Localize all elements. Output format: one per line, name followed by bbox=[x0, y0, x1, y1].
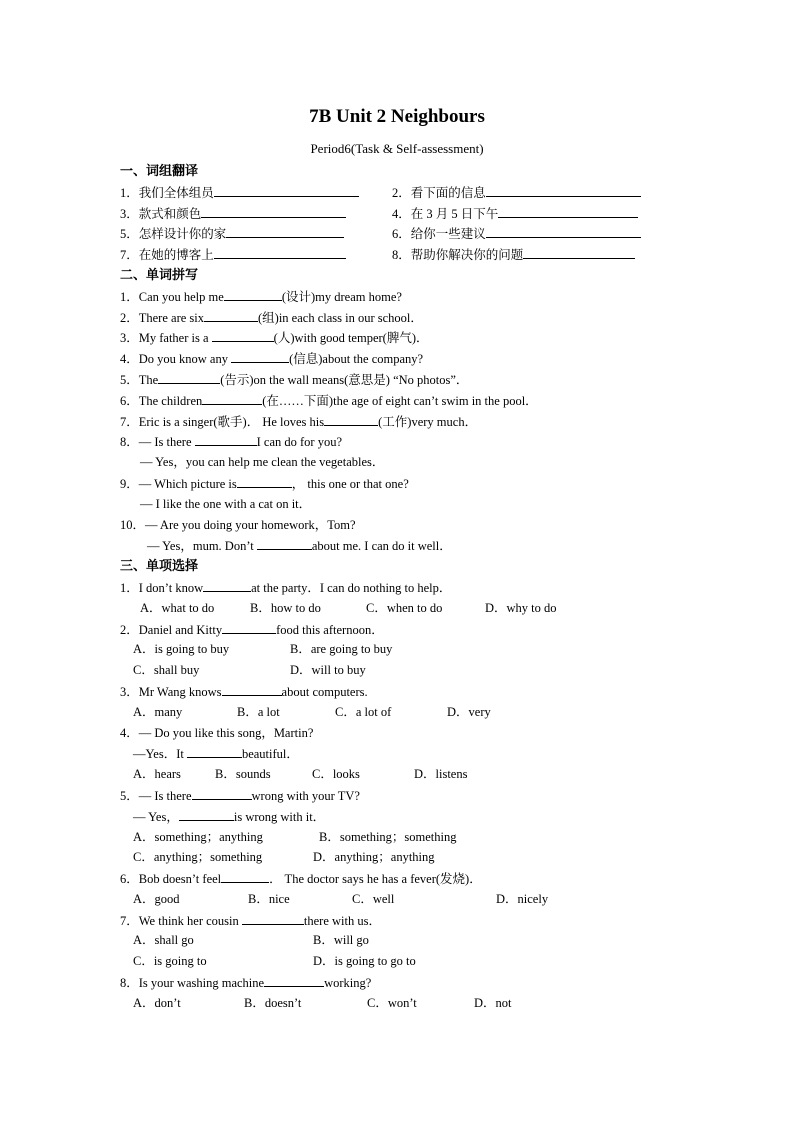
answer-blank[interactable] bbox=[212, 327, 274, 342]
option-d[interactable]: D．nicely bbox=[496, 891, 549, 906]
question-text: 7．Eric is a singer(歌手)． He loves his bbox=[120, 414, 325, 429]
choice-question bbox=[120, 910, 680, 931]
question-text: 1．Can you help me bbox=[120, 289, 224, 304]
spelling-question bbox=[120, 473, 680, 494]
phrase-item: 8．帮助你解决你的问题 bbox=[392, 248, 524, 263]
choice-question bbox=[120, 577, 680, 598]
phrase-item: 7．在她的博客上 bbox=[120, 248, 214, 263]
page-subtitle: Period6(Task & Self-assessment) bbox=[310, 141, 484, 156]
question-text: working? bbox=[324, 976, 372, 991]
phrase-item: 1．我们全体组员 bbox=[120, 185, 214, 200]
option-c[interactable]: C．is going to bbox=[133, 954, 207, 969]
answer-blank[interactable] bbox=[486, 182, 641, 197]
option-b[interactable]: B．something；something bbox=[319, 829, 457, 844]
question-text: 9．— Which picture is bbox=[120, 476, 237, 491]
spelling-question bbox=[120, 307, 680, 328]
question-text: 1．I don’t know bbox=[120, 580, 204, 595]
option-b[interactable]: B．sounds bbox=[215, 767, 271, 782]
option-a[interactable]: A．good bbox=[133, 891, 180, 906]
option-d[interactable]: D．why to do bbox=[485, 600, 557, 615]
answer-blank[interactable] bbox=[204, 307, 258, 322]
phrase-item: 6．给你一些建议 bbox=[392, 227, 486, 242]
choice-options bbox=[120, 639, 680, 660]
answer-blank[interactable] bbox=[264, 972, 324, 987]
option-a[interactable]: A．shall go bbox=[133, 933, 194, 948]
question-text: there with us． bbox=[303, 913, 381, 928]
phrase-item: 4．在 3 月 5 日下午 bbox=[392, 206, 499, 221]
option-b[interactable]: B．will go bbox=[313, 933, 369, 948]
section-1-heading: 一、词组翻译 bbox=[120, 163, 199, 178]
spelling-question bbox=[120, 411, 680, 432]
choice-options bbox=[120, 827, 680, 848]
answer-blank[interactable] bbox=[214, 244, 346, 259]
question-text: (人)with good temper(脾气)． bbox=[273, 331, 429, 346]
choice-options bbox=[120, 764, 680, 785]
page-title: 7B Unit 2 Neighbours bbox=[309, 106, 485, 127]
phrase-item: 2．看下面的信息 bbox=[392, 185, 486, 200]
answer-blank[interactable] bbox=[201, 203, 346, 218]
choice-options bbox=[120, 951, 680, 972]
choice-options bbox=[120, 660, 680, 681]
answer-blank[interactable] bbox=[221, 868, 269, 883]
question-text: (工作)very much． bbox=[378, 414, 478, 429]
option-a[interactable]: A．is going to buy bbox=[133, 642, 230, 657]
option-a[interactable]: A．what to do bbox=[140, 600, 215, 615]
question-text: — Yes，mum. Don’t bbox=[147, 539, 257, 554]
answer-blank[interactable] bbox=[324, 411, 378, 426]
choice-options bbox=[120, 993, 680, 1014]
answer-blank[interactable] bbox=[226, 223, 344, 238]
question-text: 6．The children bbox=[120, 393, 203, 408]
question-text: (信息)about the company? bbox=[289, 352, 424, 367]
question-text: about me. I can do it well． bbox=[311, 539, 452, 554]
choice-question bbox=[120, 868, 680, 889]
option-b[interactable]: B．are going to buy bbox=[290, 642, 393, 657]
choice-question bbox=[120, 681, 680, 702]
option-d[interactable]: D．listens bbox=[414, 767, 468, 782]
dialogue-reply bbox=[120, 806, 680, 827]
question-text: I can do for you? bbox=[256, 435, 343, 450]
phrase-item: 3．款式和颜色 bbox=[120, 206, 202, 221]
question-text: ， this one or that one? bbox=[291, 476, 409, 491]
answer-blank[interactable] bbox=[486, 223, 641, 238]
question-text: 4．Do you know any bbox=[120, 352, 232, 367]
spelling-question bbox=[120, 369, 680, 390]
question-text: (设计)my dream home? bbox=[281, 289, 402, 304]
option-b[interactable]: B．doesn’t bbox=[244, 995, 302, 1010]
answer-blank[interactable] bbox=[523, 244, 635, 259]
phrase-row bbox=[120, 223, 680, 244]
answer-blank[interactable] bbox=[222, 681, 282, 696]
choice-options bbox=[120, 889, 680, 910]
option-b[interactable]: B．how to do bbox=[250, 600, 321, 615]
dialogue-reply: — I like the one with a cat on it． bbox=[140, 496, 312, 511]
option-c[interactable]: C．shall buy bbox=[133, 663, 200, 678]
answer-blank[interactable] bbox=[203, 577, 251, 592]
question-text: beautiful． bbox=[241, 747, 299, 762]
question-text: ． The doctor says he has a fever(发烧)． bbox=[269, 872, 482, 887]
section-3-heading: 三、单项选择 bbox=[120, 558, 199, 574]
spelling-question bbox=[120, 286, 680, 307]
dialogue-reply bbox=[120, 743, 680, 764]
answer-blank[interactable] bbox=[257, 535, 312, 550]
option-d[interactable]: D．anything；anything bbox=[313, 850, 435, 865]
option-a[interactable]: A．something；anything bbox=[133, 829, 263, 844]
question-text: 2．There are six bbox=[120, 310, 204, 325]
question-text: 7．We think her cousin bbox=[120, 913, 242, 928]
question-text: wrong with your TV? bbox=[251, 788, 360, 803]
option-d[interactable]: D．very bbox=[447, 704, 491, 719]
option-c[interactable]: C．won’t bbox=[367, 995, 417, 1010]
answer-blank[interactable] bbox=[214, 182, 359, 197]
dialogue-reply bbox=[120, 535, 680, 556]
spelling-question bbox=[120, 390, 680, 411]
worksheet-content bbox=[120, 161, 680, 1014]
answer-blank[interactable] bbox=[222, 619, 276, 634]
option-c[interactable]: C．looks bbox=[312, 767, 360, 782]
dialogue-reply: — Yes，you can help me clean the vegetables． bbox=[140, 455, 385, 470]
option-c[interactable]: C．anything；something bbox=[133, 850, 263, 865]
choice-question: 4．— Do you like this song，Martin? bbox=[120, 725, 314, 740]
question-text: 6．Bob doesn’t feel bbox=[120, 872, 222, 887]
phrase-row bbox=[120, 182, 680, 203]
answer-blank[interactable] bbox=[192, 785, 252, 800]
choice-question bbox=[120, 619, 680, 640]
spelling-question bbox=[120, 327, 680, 348]
option-b[interactable]: B．a lot bbox=[237, 704, 280, 719]
question-text: about computers. bbox=[281, 684, 368, 699]
answer-blank[interactable] bbox=[231, 348, 289, 363]
question-text: (组)in each class in our school． bbox=[258, 310, 423, 325]
answer-blank[interactable] bbox=[498, 203, 638, 218]
phrase-row bbox=[120, 244, 680, 265]
answer-blank[interactable] bbox=[237, 473, 292, 488]
answer-blank[interactable] bbox=[195, 431, 257, 446]
option-d[interactable]: D．will to buy bbox=[290, 663, 366, 678]
question-text: 3．My father is a bbox=[120, 331, 212, 346]
answer-blank[interactable] bbox=[242, 910, 304, 925]
question-text: — Yes， bbox=[133, 809, 179, 824]
option-d[interactable]: D．is going to go to bbox=[313, 954, 416, 969]
option-a[interactable]: A．don’t bbox=[133, 995, 181, 1010]
question-text: is wrong with it． bbox=[233, 809, 326, 824]
option-a[interactable]: A．many bbox=[133, 704, 183, 719]
question-text: (在……下面)the age of eight can’t swim in the pool． bbox=[262, 393, 538, 408]
question-text: —Yes．It bbox=[133, 747, 187, 762]
question-text: 8．Is your washing machine bbox=[120, 976, 265, 991]
choice-question bbox=[120, 972, 680, 993]
question-text: 8．— Is there bbox=[120, 435, 195, 450]
option-a[interactable]: A．hears bbox=[133, 767, 181, 782]
choice-options bbox=[120, 847, 680, 868]
option-b[interactable]: B．nice bbox=[248, 891, 290, 906]
option-c[interactable]: C．a lot of bbox=[335, 704, 392, 719]
choice-options bbox=[120, 702, 680, 723]
question-text: 5．— Is there bbox=[120, 788, 192, 803]
option-c[interactable]: C．when to do bbox=[366, 600, 443, 615]
choice-question bbox=[120, 785, 680, 806]
question-text: 2．Daniel and Kitty bbox=[120, 622, 223, 637]
answer-blank[interactable] bbox=[179, 806, 234, 821]
option-d[interactable]: D．not bbox=[474, 995, 512, 1010]
question-text: (告示)on the wall means(意思是) “No photos”． bbox=[220, 372, 469, 387]
answer-blank[interactable] bbox=[224, 286, 282, 301]
choice-options bbox=[120, 930, 680, 951]
question-text: 3．Mr Wang knows bbox=[120, 684, 222, 699]
spelling-question bbox=[120, 348, 680, 369]
section-2-heading: 二、单词拼写 bbox=[120, 266, 199, 282]
question-text: 5．The bbox=[120, 372, 159, 387]
option-c[interactable]: C．well bbox=[352, 891, 395, 906]
phrase-item: 5．怎样设计你的家 bbox=[120, 227, 227, 242]
spelling-question bbox=[120, 431, 680, 452]
phrase-row bbox=[120, 203, 680, 224]
question-text: at the party．I can do nothing to help． bbox=[251, 580, 452, 595]
answer-blank[interactable] bbox=[187, 743, 242, 758]
choice-options bbox=[120, 598, 680, 619]
spelling-question: 10．— Are you doing your homework，Tom? bbox=[120, 517, 356, 532]
question-text: food this afternoon． bbox=[276, 622, 384, 637]
answer-blank[interactable] bbox=[202, 390, 262, 405]
answer-blank[interactable] bbox=[158, 369, 220, 384]
